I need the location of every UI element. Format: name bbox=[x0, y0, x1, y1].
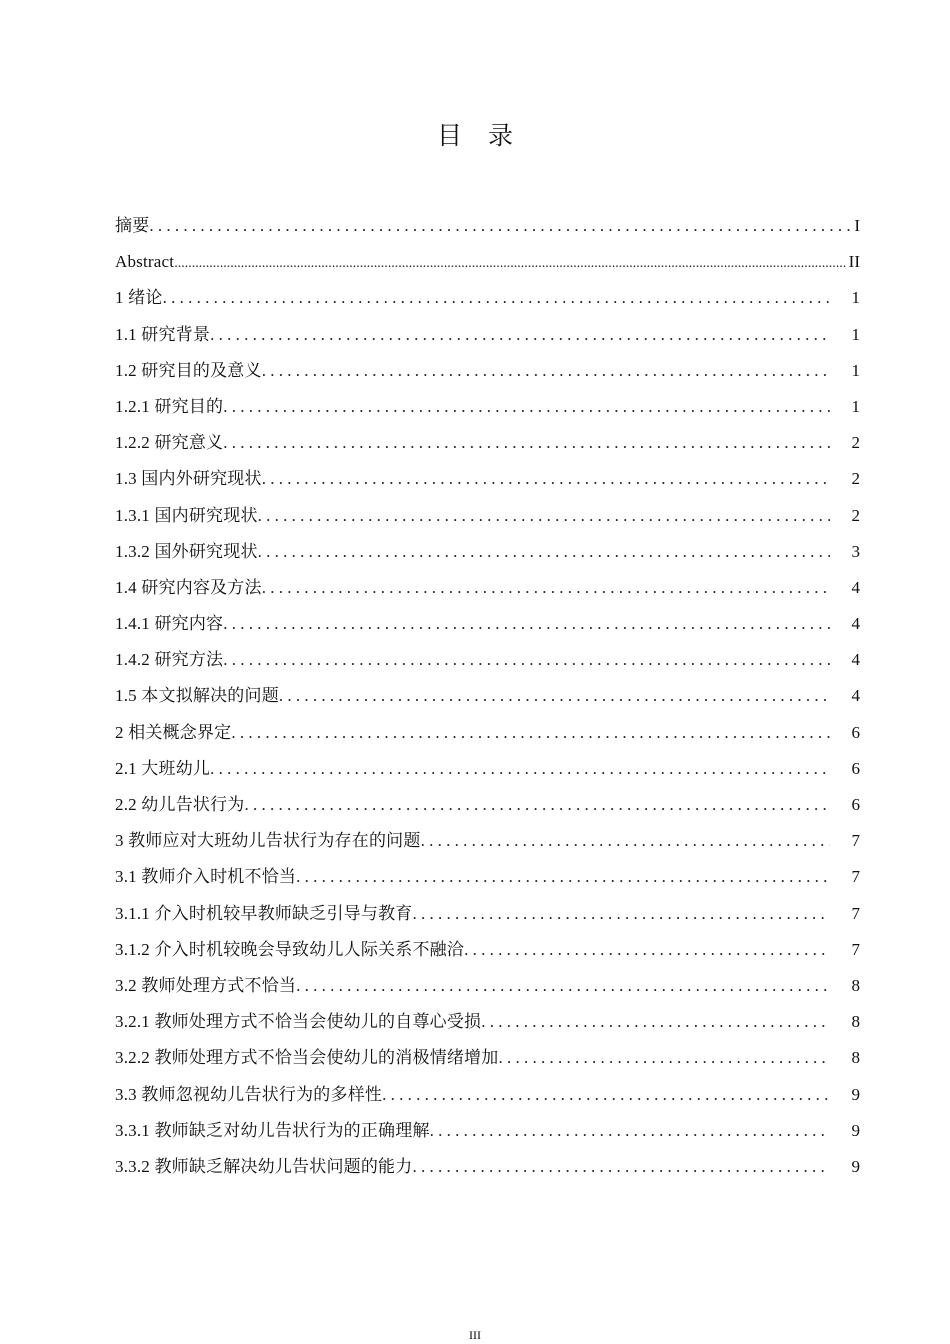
toc-entry-label: 2 相关概念界定 bbox=[115, 722, 232, 742]
toc-entry-page: 1 bbox=[851, 324, 860, 344]
toc-entry-page: 2 bbox=[851, 505, 860, 525]
toc-entry-label: 3.3 教师忽视幼儿告状行为的多样性 bbox=[115, 1084, 383, 1104]
dot-leader bbox=[412, 896, 830, 932]
toc-entry-label: 1.2.1 研究目的 bbox=[115, 396, 224, 416]
dot-leader bbox=[223, 389, 830, 425]
toc-entry-label: 1.3.2 国外研究现状 bbox=[115, 541, 258, 561]
dot-leader bbox=[210, 317, 830, 353]
toc-entry-page: 4 bbox=[851, 614, 860, 634]
toc-entry[interactable] bbox=[115, 715, 860, 751]
toc-entry-label: 3.2.1 教师处理方式不恰当会使幼儿的自尊心受损 bbox=[115, 1012, 482, 1032]
dot-leader bbox=[412, 1149, 830, 1185]
page-title: 目录 bbox=[436, 123, 539, 150]
toc-entry-label: 3.1 教师介入时机不恰当 bbox=[115, 867, 297, 887]
dot-leader bbox=[464, 932, 830, 968]
dot-leader bbox=[296, 859, 830, 895]
toc-entry-label: 1 绪论 bbox=[115, 288, 163, 308]
toc-entry-page: 4 bbox=[851, 686, 860, 706]
toc-entry[interactable] bbox=[115, 642, 860, 678]
dot-leader bbox=[262, 353, 830, 389]
toc-entry-label: 1.4.1 研究内容 bbox=[115, 614, 224, 634]
toc-entry-page: 1 bbox=[851, 396, 860, 416]
page-number: III bbox=[469, 1328, 481, 1342]
toc-entry-page: 2 bbox=[851, 469, 860, 489]
toc-entry[interactable] bbox=[115, 534, 860, 570]
toc-entry[interactable] bbox=[115, 353, 860, 389]
toc-entry[interactable] bbox=[115, 1040, 860, 1076]
toc-entry-label: 3.2.2 教师处理方式不恰当会使幼儿的消极情绪增加 bbox=[115, 1048, 499, 1068]
toc-entry-label: 2.2 幼儿告状行为 bbox=[115, 795, 245, 814]
toc-entry-label: 1.4 研究内容及方法 bbox=[115, 577, 262, 597]
toc-entry[interactable] bbox=[115, 823, 860, 859]
toc-entry[interactable] bbox=[115, 1004, 860, 1040]
toc-entry-label: 3.2 教师处理方式不恰当 bbox=[115, 975, 297, 995]
toc-entry-abstract-cn[interactable] bbox=[115, 208, 860, 244]
dot-leader bbox=[210, 751, 830, 787]
toc-entry-page: 9 bbox=[851, 1156, 860, 1176]
toc-entry[interactable] bbox=[115, 859, 860, 895]
toc-entry-page: 1 bbox=[851, 288, 860, 308]
toc-entry[interactable] bbox=[115, 787, 860, 823]
toc-entry-label: 摘要 bbox=[115, 216, 150, 235]
toc-entry[interactable] bbox=[115, 280, 860, 316]
toc-entry-page: 2 bbox=[851, 433, 860, 453]
dot-leader bbox=[430, 1113, 830, 1149]
dot-leader bbox=[245, 787, 831, 823]
dot-leader bbox=[262, 570, 830, 606]
toc-entry[interactable] bbox=[115, 968, 860, 1004]
dot-leader bbox=[174, 244, 846, 282]
toc-entry-page: 4 bbox=[851, 650, 860, 670]
toc-entry-page: 7 bbox=[851, 903, 860, 923]
toc-entry[interactable] bbox=[115, 751, 860, 787]
dot-leader bbox=[382, 1077, 830, 1113]
dot-leader bbox=[163, 280, 830, 316]
dot-leader bbox=[421, 823, 830, 859]
toc-entry[interactable] bbox=[115, 1149, 860, 1185]
dot-leader bbox=[231, 715, 830, 751]
toc-entry[interactable] bbox=[115, 896, 860, 932]
toc-entry-page: 9 bbox=[851, 1120, 860, 1140]
toc-entry-page: 8 bbox=[851, 1048, 860, 1068]
toc-entry-label: 3 教师应对大班幼儿告状行为存在的问题 bbox=[115, 831, 421, 851]
toc-entry-page: 6 bbox=[851, 795, 860, 814]
toc-entry-abstract-en[interactable] bbox=[115, 244, 860, 280]
toc-entry[interactable] bbox=[115, 570, 860, 606]
dot-leader bbox=[258, 534, 830, 570]
dot-leader bbox=[258, 498, 830, 534]
toc-entry[interactable] bbox=[115, 317, 860, 353]
toc-entry-label: Abstract bbox=[115, 252, 175, 272]
toc-entry-page: 3 bbox=[851, 541, 860, 561]
toc-entry-label: 1.2 研究目的及意义 bbox=[115, 360, 262, 380]
dot-leader bbox=[296, 968, 830, 1004]
dot-leader bbox=[223, 425, 830, 461]
dot-leader bbox=[223, 606, 830, 642]
toc-entry-page: 6 bbox=[851, 758, 860, 778]
toc-entry-label: 1.1 研究背景 bbox=[115, 324, 211, 344]
toc-entry-label: 1.3 国内外研究现状 bbox=[115, 469, 262, 489]
toc-entry-label: 3.1.1 介入时机较早教师缺乏引导与教育 bbox=[115, 903, 413, 923]
toc-entry[interactable] bbox=[115, 425, 860, 461]
toc-entry-label: 3.3.2 教师缺乏解决幼儿告状问题的能力 bbox=[115, 1156, 413, 1176]
toc-entry[interactable] bbox=[115, 678, 860, 714]
toc-entry-label: 1.2.2 研究意义 bbox=[115, 433, 224, 453]
toc-entry[interactable] bbox=[115, 1077, 860, 1113]
toc-entry-page: I bbox=[854, 216, 860, 235]
toc-entry[interactable] bbox=[115, 498, 860, 534]
dot-leader bbox=[498, 1040, 830, 1076]
toc-entry-label: 3.1.2 介入时机较晚会导致幼儿人际关系不融洽 bbox=[115, 939, 465, 959]
toc-entry[interactable] bbox=[115, 1113, 860, 1149]
toc-entry-label: 1.3.1 国内研究现状 bbox=[115, 505, 258, 525]
toc-entry-page: 8 bbox=[851, 975, 860, 995]
toc-entry-label: 3.3.1 教师缺乏对幼儿告状行为的正确理解 bbox=[115, 1120, 430, 1140]
toc-entry-label: 1.4.2 研究方法 bbox=[115, 650, 224, 670]
toc-entry-label: 2.1 大班幼儿 bbox=[115, 758, 211, 778]
toc-entry-page: 8 bbox=[851, 1012, 860, 1032]
dot-leader bbox=[262, 461, 830, 497]
toc-entry[interactable] bbox=[115, 461, 860, 497]
table-of-contents bbox=[115, 208, 860, 1185]
toc-entry-page: 4 bbox=[851, 577, 860, 597]
dot-leader bbox=[481, 1004, 830, 1040]
toc-entry-page: 7 bbox=[851, 867, 860, 887]
toc-entry[interactable] bbox=[115, 606, 860, 642]
toc-entry[interactable] bbox=[115, 389, 860, 425]
toc-entry-page: II bbox=[848, 252, 860, 272]
toc-entry-page: 7 bbox=[851, 831, 860, 851]
toc-entry-page: 1 bbox=[851, 360, 860, 380]
dot-leader bbox=[223, 642, 830, 678]
dot-leader bbox=[279, 678, 830, 714]
toc-entry[interactable] bbox=[115, 932, 860, 968]
toc-entry-label: 1.5 本文拟解决的问题 bbox=[115, 686, 279, 706]
toc-entry-page: 7 bbox=[851, 939, 860, 959]
dot-leader bbox=[149, 208, 852, 244]
toc-entry-page: 9 bbox=[851, 1084, 860, 1104]
toc-entry-page: 6 bbox=[851, 722, 860, 742]
